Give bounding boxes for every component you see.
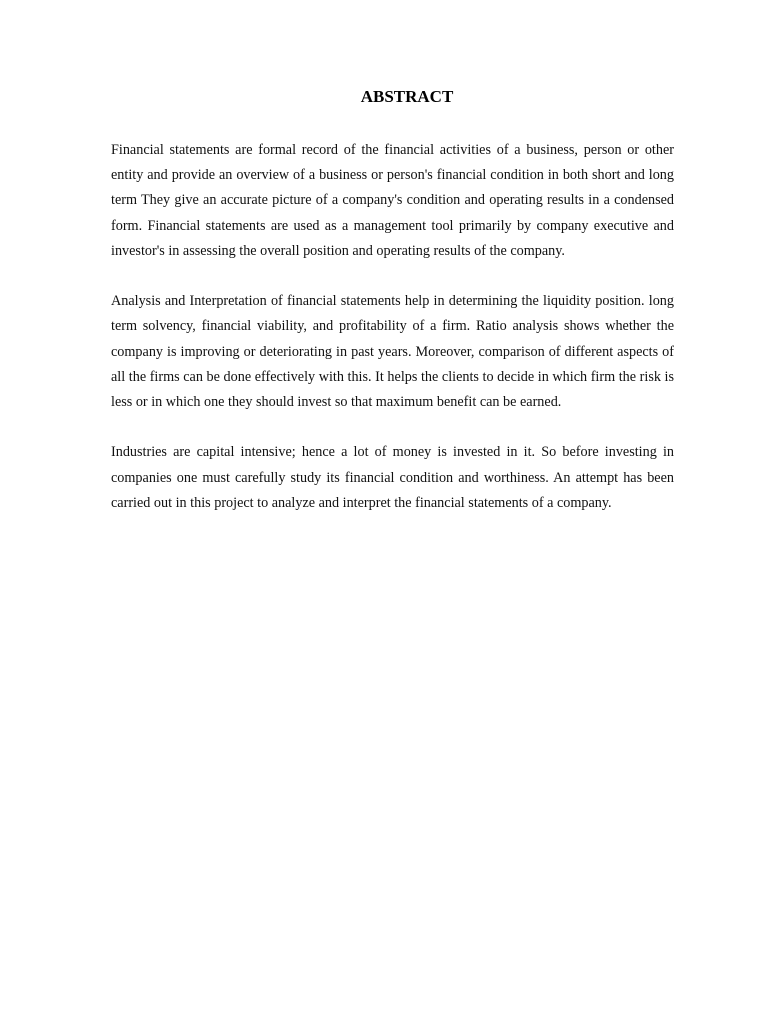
abstract-paragraph-1: Financial statements are formal record of the financial activities of a business, person or other entity and provide an overview of a business or person's financial condition in both short and long term They give an accurate picture of a company's condition and operating results in a condensed form. Financial statements are used as a management tool primarily by company executive and investor's in assessing the overall position and operating results of the company. bbox=[111, 142, 674, 259]
abstract-paragraph-3: Industries are capital intensive; hence a lot of money is invested in it. So before investing in companies one must carefully study its financial condition and worthiness. An attempt has been carried out in this project to analyze and interpret the financial statements of a company. bbox=[111, 444, 674, 511]
abstract-paragraph-2: Analysis and Interpretation of financial statements help in determining the liquidity position. long term solvency, financial viability, and profitability of a firm. Ratio analysis shows whether the company is improving or deteriorating in past years. Moreover, comparison of different aspects of all the firms can be done effectively with this. It helps the clients to decide in which firm the risk is less or in which one they should invest so that maximum benefit can be earned. bbox=[111, 293, 674, 411]
abstract-body bbox=[111, 138, 674, 541]
page-title: ABSTRACT bbox=[360, 87, 454, 106]
